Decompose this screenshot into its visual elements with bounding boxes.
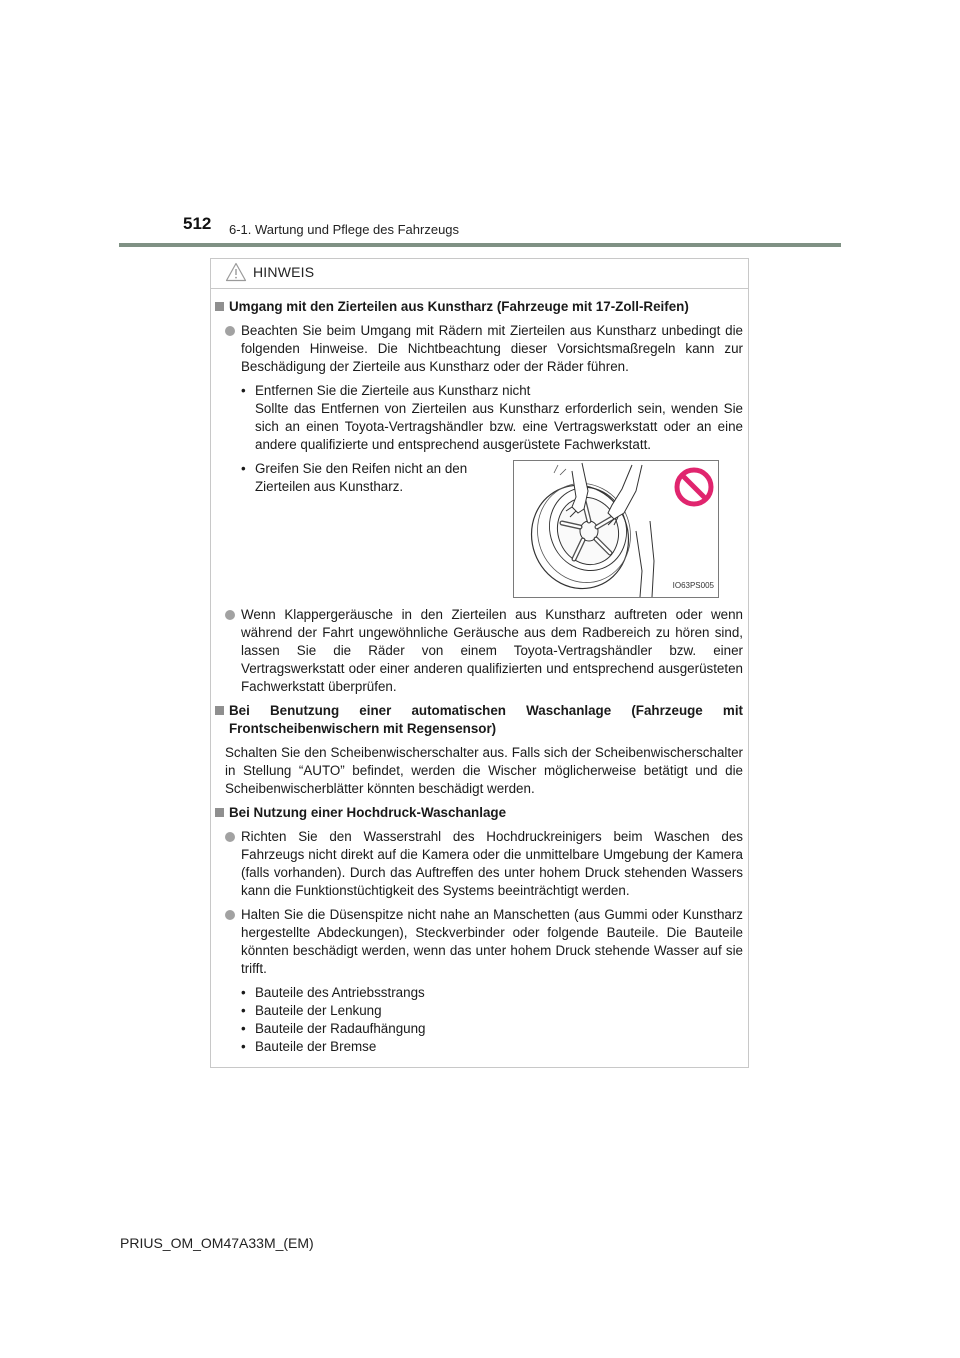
bullet-glyph: • [241, 1021, 246, 1036]
circle-bullet-icon [225, 326, 235, 336]
section-car-wash [215, 702, 743, 738]
bullet-glyph: • [241, 1003, 246, 1018]
sub-item-heading: Entfernen Sie die Zierteile aus Kunstharz nicht [255, 383, 531, 398]
warning-triangle-icon [225, 262, 247, 282]
square-bullet-icon [215, 706, 224, 715]
sub-item-text: Sollte das Entfernen von Zierteilen aus Kunstharz erforderlich sein, wenden Sie sich an einen Toyota-Vertragshändler bzw. eine Vertragswerkstatt oder an eine andere qualifizierte und entsprechend ausgerüstete Fachwerkstatt. [255, 401, 743, 452]
section-title: Umgang mit den Zierteilen aus Kunstharz (Fahrzeuge mit 17-Zoll-Reifen) [229, 299, 689, 314]
sub-item-text: Greifen Sie den Reifen nicht an den Zierteilen aus Kunstharz. [255, 461, 468, 494]
component-list-item [241, 1038, 743, 1056]
square-bullet-icon [215, 808, 224, 817]
item-text: Wenn Klappergeräusche in den Zierteilen aus Kunstharz auftreten oder wenn während der Fahrt ungewöhnliche Geräusche aus dem Radbereich zu hören sind, lassen Sie die Räder von einem Toyota-Vertragshändler bzw. einer Vertragswerkstatt oder einer anderen qualifizierten und entsprechend ausgerüsteten Fachwerkstatt überprüfen. [241, 607, 743, 694]
item-text: Beachten Sie beim Umgang mit Rädern mit Zierteilen aus Kunstharz unbedingt die folgenden Hinweise. Die Nichtbeachtung dieser Vorsichtsmaßregeln kann zur Beschädigung der Zierteile aus Kunstharz oder der Räder führen. [241, 323, 743, 374]
section-title: Bei Nutzung einer Hochdruck-Waschanlage [229, 805, 507, 820]
notice-title: HINWEIS [253, 264, 315, 280]
circle-bullet-icon [225, 610, 235, 620]
component-label: Bauteile der Lenkung [255, 1003, 382, 1018]
bullet-glyph: • [241, 461, 246, 476]
component-list-item [241, 1002, 743, 1020]
circle-bullet-icon [225, 832, 235, 842]
square-bullet-icon [215, 302, 224, 311]
component-label: Bauteile der Bremse [255, 1039, 377, 1054]
component-list [241, 984, 743, 1056]
section-resin-parts [215, 298, 743, 316]
chapter-title: 6-1. Wartung und Pflege des Fahrzeugs [229, 222, 460, 237]
item-text: Richten Sie den Wasserstrahl des Hochdruckreinigers beim Waschen des Fahrzeugs nicht direkt auf die Kamera oder die unmittelbare Umgebung der Kamera (falls vorhanden). Durch das Auftreffen des unter hohem Druck stehenden Wassers kann die Funktionstüchtigkeit des Systems beeinträchtigt werden. [241, 829, 743, 898]
bullet-glyph: • [241, 383, 246, 398]
wheel-illustration [513, 460, 719, 598]
header-rule [119, 243, 841, 247]
component-label: Bauteile des Antriebsstrangs [255, 985, 425, 1000]
list-item [225, 906, 743, 978]
component-label: Bauteile der Radaufhängung [255, 1021, 426, 1036]
bullet-glyph: • [241, 985, 246, 1000]
document-code: PRIUS_OM_OM47A33M_(EM) [120, 1235, 314, 1251]
item-text: Halten Sie die Düsenspitze nicht nahe an Manschetten (aus Gummi oder Kunstharz hergestellte Abdeckungen), Steckverbinder oder folgende Bauteile. Die Bauteile könnten beschädigt werden, wenn das unter hohem Druck stehende Wasser auf sie trifft. [241, 907, 743, 976]
component-list-item [241, 984, 743, 1002]
sub-item-remove [241, 382, 743, 454]
component-list-item [241, 1020, 743, 1038]
notice-content [215, 298, 743, 1056]
section-text: Schalten Sie den Scheibenwischerschalter aus. Falls sich der Scheibenwischerschalter in Stellung “AUTO” befindet, werden die Wischer möglicherweise betätigt und die Scheibenwischerblätter könnten beschädigt werden. [225, 745, 743, 796]
list-item [225, 828, 743, 900]
list-item [225, 322, 743, 376]
section-title: Bei Benutzung einer automatischen Waschanlage (Fahrzeuge mit Frontscheibenwischern mit Regensensor) [229, 703, 743, 736]
list-item [225, 606, 743, 696]
circle-bullet-icon [225, 910, 235, 920]
notice-divider [211, 288, 748, 289]
figure-code: IO63PS005 [672, 581, 714, 590]
bullet-glyph: • [241, 1039, 246, 1054]
section-pressure-wash [215, 804, 743, 822]
page-number: 512 [183, 214, 212, 233]
sub-item-grip [241, 460, 743, 598]
notice-header [225, 262, 314, 282]
